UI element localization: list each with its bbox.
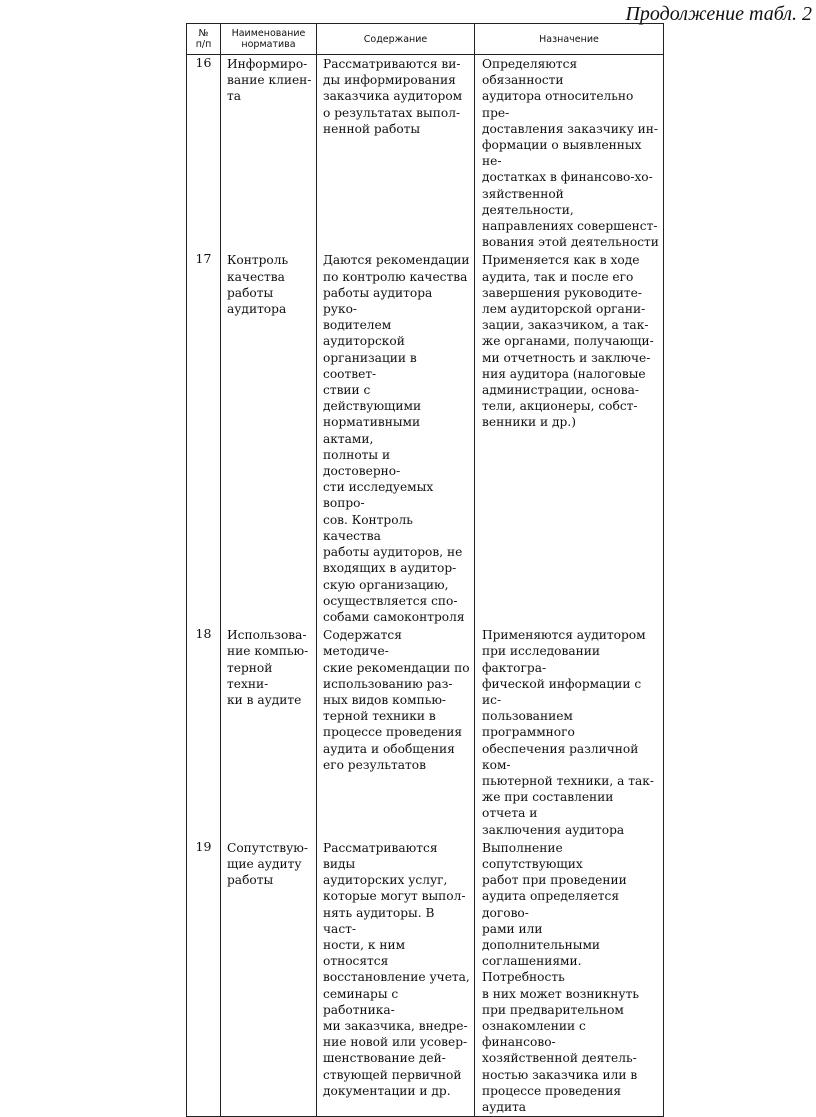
header-number: № п/п [187,24,221,55]
table-row [187,626,664,839]
standard-name-cell: Сопутствую- щие аудиту работы [221,839,317,1117]
header-content: Содержание [317,24,475,55]
table-row [187,55,664,252]
content-cell: Содержатся методиче- ские рекомендации по использованию раз- ных видов компью- терной техники в процессе проведения аудита и обобщения его результатов [317,626,475,839]
row-number: 17 [187,251,221,626]
purpose-cell: Выполнение сопутствующих работ при проведении аудита определяется догово- рами или дополнительными соглашениями. Потребность в них может возникнуть при предварительном ознакомлении с финансово- хозяйственной деятель- ностью заказчика или в процессе проведения аудита [475,839,664,1117]
purpose-cell: Применяется как в ходе аудита, так и после его завершения руководите- лем аудиторской органи- зации, заказчиком, а так- же органами, получающи- ми отчетность и заключе- ния аудитора (налоговые администрации, основа- тели, акционеры, собст- венники и др.) [475,251,664,626]
standard-name-cell: Контроль качества работы аудитора [221,251,317,626]
table-continuation-caption: Продолжение табл. 2 [625,3,812,25]
row-number: 18 [187,626,221,839]
standard-name-cell: Информиро- вание клиен- та [221,55,317,252]
content-cell: Рассматриваются ви- ды информирования заказчика аудитором о результатах выпол- ненной работы [317,55,475,252]
table-header-row [187,24,664,55]
table-row [187,839,664,1117]
content-cell: Рассматриваются виды аудиторских услуг, которые могут выпол- нять аудиторы. В част- ности, к ним относятся восстановление учета, семинары с работника- ми заказчика, внедре- ние новой или усовер- шенствование дей- ствующей первичной документации и др. [317,839,475,1117]
row-number: 16 [187,55,221,252]
purpose-cell: Применяются аудитором при исследовании фактогра- фической информации с ис- пользованием программного обеспечения различной ком- пьютерной техники, а так- же при составлении отчета и заключения аудитора [475,626,664,839]
row-number: 19 [187,839,221,1117]
purpose-cell: Определяются обязанности аудитора относительно пре- доставления заказчику ин- формации о выявленных не- достатках в финансово-хо- зяйственной деятельности, направлениях совершенст- вования этой деятельности [475,55,664,252]
table-row [187,251,664,626]
auditing-standards-table [186,23,664,1117]
header-standard-name: Наименование норматива [221,24,317,55]
header-purpose: Назначение [475,24,664,55]
content-cell: Даются рекомендации по контролю качества работы аудитора руко- водителем аудиторской организации в соответ- ствии с действующими нормативными актами, полноты и достоверно- сти исследуемых вопро- сов. Контроль качества работы аудиторов, не входящих в аудитор- скую организацию, осуществляется спо- собами самоконтроля [317,251,475,626]
standard-name-cell: Использова- ние компью- терной техни- ки в аудите [221,626,317,839]
